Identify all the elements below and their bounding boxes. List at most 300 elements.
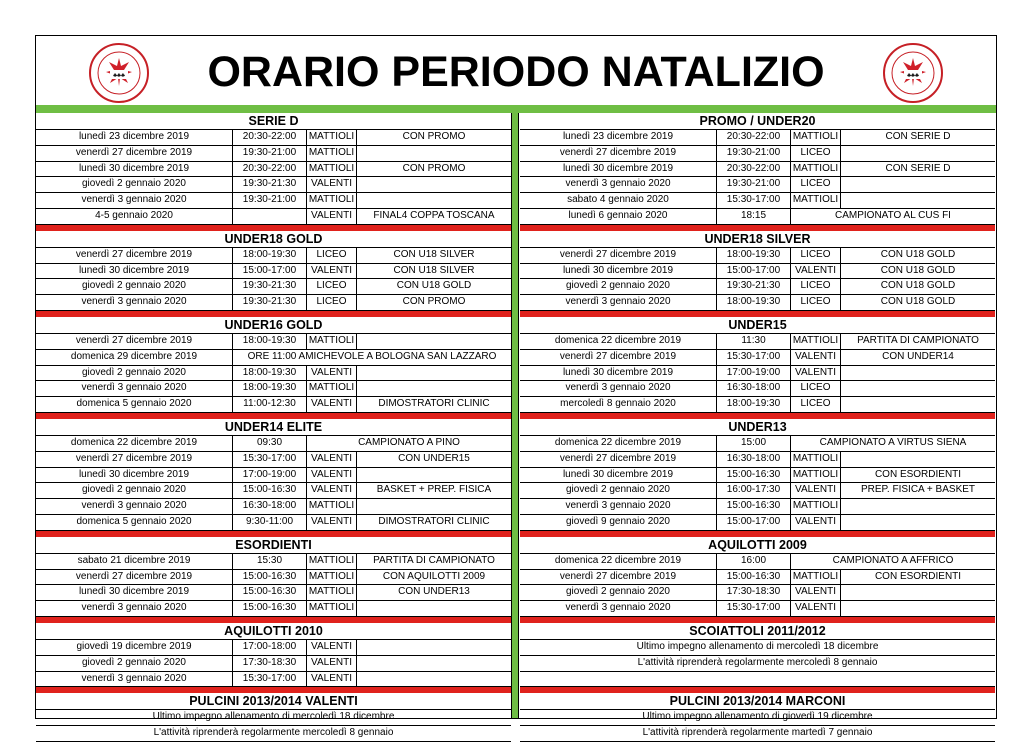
- time-cell: [233, 209, 307, 224]
- note-cell: DIMOSTRATORI CLINIC: [378, 515, 490, 527]
- schedule-row: [520, 585, 995, 601]
- note-cell: CON U18 GOLD: [880, 280, 956, 292]
- coach-cell: MATTIOLI: [307, 499, 357, 514]
- date-cell: venerdì 27 dicembre 2019: [36, 248, 233, 263]
- schedule-section: [36, 537, 511, 623]
- schedule-row: [36, 193, 511, 209]
- coach-cell: LICEO: [791, 397, 841, 412]
- coach-cell: VALENTI: [307, 366, 357, 381]
- schedule-row: [36, 483, 511, 499]
- coach-cell: VALENTI: [307, 209, 357, 224]
- time-cell: 20:30-22:00: [717, 162, 791, 177]
- coach-cell: LICEO: [791, 248, 841, 263]
- date-cell: sabato 21 dicembre 2019: [36, 554, 233, 569]
- schedule-row: [520, 350, 995, 366]
- time-cell: 20:30-22:00: [717, 130, 791, 145]
- schedule-row: [520, 452, 995, 468]
- time-cell: 15:00-16:30: [233, 585, 307, 600]
- time-cell: 17:00-19:00: [717, 366, 791, 381]
- schedule-section: [520, 113, 995, 231]
- date-cell: sabato 4 gennaio 2020: [520, 193, 717, 208]
- coach-cell: VALENTI: [791, 483, 841, 498]
- date-cell: venerdì 27 dicembre 2019: [520, 248, 717, 263]
- date-cell: venerdì 3 gennaio 2020: [520, 177, 717, 192]
- date-cell: giovedì 2 gennaio 2020: [36, 483, 233, 498]
- note-cell: CON SERIE D: [885, 162, 951, 174]
- date-cell: venerdì 3 gennaio 2020: [36, 601, 233, 616]
- note-cell: [841, 146, 995, 161]
- schedule-row: [36, 146, 511, 162]
- coach-cell: VALENTI: [307, 656, 357, 671]
- coach-cell: VALENTI: [791, 585, 841, 600]
- coach-cell: VALENTI: [307, 452, 357, 467]
- coach-cell: LICEO: [307, 295, 357, 310]
- time-cell: 19:30-21:00: [717, 146, 791, 161]
- note-text: Ultimo impegno allenamento di giovedì 19 dicembre: [642, 711, 873, 723]
- coach-cell: MATTIOLI: [791, 193, 841, 208]
- coach-cell: MATTIOLI: [307, 570, 357, 585]
- schedule-row: [36, 264, 511, 280]
- schedule-row: [520, 279, 995, 295]
- time-cell: 15:00-16:30: [233, 570, 307, 585]
- note-cell: CON ESORDIENTI: [874, 468, 962, 480]
- coach-cell: VALENTI: [791, 350, 841, 365]
- date-cell: venerdì 3 gennaio 2020: [36, 295, 233, 310]
- time-cell: 15:30-17:00: [717, 193, 791, 208]
- schedule-row: [520, 468, 995, 484]
- time-cell: 18:15: [717, 209, 791, 224]
- schedule-section: [520, 231, 995, 317]
- schedule-sheet: [35, 35, 997, 739]
- schedule-section: [36, 419, 511, 537]
- schedule-row: [36, 601, 511, 617]
- schedule-row: [36, 452, 511, 468]
- schedule-row: [520, 436, 995, 452]
- schedule-row: [36, 279, 511, 295]
- section-title: AQUILOTTI 2009: [520, 537, 995, 554]
- date-cell: domenica 22 dicembre 2019: [520, 436, 717, 451]
- coach-cell: VALENTI: [307, 264, 357, 279]
- coach-cell: MATTIOLI: [307, 601, 357, 616]
- date-cell: giovedì 2 gennaio 2020: [520, 585, 717, 600]
- note-cell: CON U18 SILVER: [393, 248, 475, 260]
- schedule-row: [36, 436, 511, 452]
- section-title: UNDER15: [520, 317, 995, 334]
- time-cell: 15:00-16:30: [717, 570, 791, 585]
- note-cell: CON UNDER15: [398, 452, 470, 464]
- note-cell: CON PROMO: [402, 296, 466, 308]
- time-cell: 19:30-21:30: [233, 177, 307, 192]
- note-cell: CON U18 SILVER: [393, 264, 475, 276]
- coach-cell: LICEO: [791, 177, 841, 192]
- schedule-row: [36, 656, 511, 672]
- time-cell: 15:00-17:00: [233, 264, 307, 279]
- date-cell: domenica 22 dicembre 2019: [36, 436, 233, 451]
- time-cell: 15:30-17:00: [717, 350, 791, 365]
- time-cell: 15:30-17:00: [233, 452, 307, 467]
- schedule-row: [520, 381, 995, 397]
- time-cell: 18:00-19:30: [717, 397, 791, 412]
- date-cell: venerdì 27 dicembre 2019: [520, 146, 717, 161]
- date-cell: lunedì 30 dicembre 2019: [520, 264, 717, 279]
- date-cell: venerdì 27 dicembre 2019: [520, 452, 717, 467]
- date-cell: venerdì 3 gennaio 2020: [36, 499, 233, 514]
- schedule-row: [36, 209, 511, 225]
- note-cell: [357, 366, 511, 381]
- time-cell: 15:00-16:30: [233, 483, 307, 498]
- date-cell: domenica 22 dicembre 2019: [520, 554, 717, 569]
- coach-cell: MATTIOLI: [791, 334, 841, 349]
- date-cell: 4-5 gennaio 2020: [36, 209, 233, 224]
- coach-cell: MATTIOLI: [791, 162, 841, 177]
- coach-cell: VALENTI: [307, 640, 357, 655]
- coach-cell: VALENTI: [307, 468, 357, 483]
- note-cell: [357, 381, 511, 396]
- time-cell: 17:30-18:30: [233, 656, 307, 671]
- note-cell: CON SERIE D: [885, 131, 951, 142]
- coach-cell: VALENTI: [307, 397, 357, 412]
- time-cell: 17:30-18:30: [717, 585, 791, 600]
- note-cell: [357, 601, 511, 616]
- note-cell: BASKET + PREP. FISICA: [376, 484, 492, 496]
- schedule-row: [520, 710, 995, 726]
- time-cell: 18:00-19:30: [233, 381, 307, 396]
- date-cell: lunedì 23 dicembre 2019: [520, 130, 717, 145]
- schedule-row: [36, 397, 511, 413]
- note-cell: [841, 452, 995, 467]
- section-title: UNDER18 GOLD: [36, 231, 511, 248]
- time-cell: 15:30-17:00: [717, 601, 791, 616]
- left-column: [36, 113, 511, 742]
- time-cell: 9:30-11:00: [233, 515, 307, 530]
- schedule-row: [36, 672, 511, 688]
- page-title: ORARIO PERIODO NATALIZIO: [207, 48, 825, 96]
- note-cell: CON ESORDIENTI: [874, 570, 962, 582]
- schedule-row: [36, 554, 511, 570]
- schedule-row: [520, 483, 995, 499]
- time-cell: 19:30-21:00: [717, 177, 791, 192]
- note-cell: CON U18 GOLD: [880, 264, 956, 276]
- note-cell: CON UNDER14: [882, 350, 954, 362]
- date-cell: lunedì 30 dicembre 2019: [520, 468, 717, 483]
- note-cell: [841, 397, 995, 412]
- schedule-row: [36, 515, 511, 531]
- date-cell: lunedì 30 dicembre 2019: [36, 162, 233, 177]
- note-cell: [357, 672, 511, 687]
- time-cell: 17:00-18:00: [233, 640, 307, 655]
- date-cell: venerdì 27 dicembre 2019: [520, 350, 717, 365]
- coach-cell: VALENTI: [791, 366, 841, 381]
- merged-cell: ORE 11:00 AMICHEVOLE A BOLOGNA SAN LAZZARO: [247, 350, 497, 362]
- coach-cell: LICEO: [307, 279, 357, 294]
- schedule-section: [36, 231, 511, 317]
- date-cell: giovedì 9 gennaio 2020: [520, 515, 717, 530]
- time-cell: 09:30: [233, 436, 307, 451]
- coach-cell: VALENTI: [307, 483, 357, 498]
- schedule-row: [36, 499, 511, 515]
- coach-cell: MATTIOLI: [791, 499, 841, 514]
- date-cell: domenica 5 gennaio 2020: [36, 397, 233, 412]
- schedule-row: [36, 295, 511, 311]
- column-divider: [511, 113, 519, 718]
- coach-cell: MATTIOLI: [791, 468, 841, 483]
- time-cell: 16:00: [717, 554, 791, 569]
- schedule-row: [520, 601, 995, 617]
- schedule-row: [36, 366, 511, 382]
- time-cell: 16:30-18:00: [233, 499, 307, 514]
- coach-cell: MATTIOLI: [307, 162, 357, 177]
- schedule-row: [520, 397, 995, 413]
- schedule-section: [520, 419, 995, 537]
- date-cell: lunedì 6 gennaio 2020: [520, 209, 717, 224]
- time-cell: 15:00-16:30: [717, 499, 791, 514]
- schedule-row: [36, 710, 511, 726]
- time-cell: 18:00-19:30: [717, 295, 791, 310]
- schedule-row: [520, 264, 995, 280]
- date-cell: lunedì 30 dicembre 2019: [36, 468, 233, 483]
- note-cell: [357, 146, 511, 161]
- time-cell: 15:00-17:00: [717, 264, 791, 279]
- date-cell: venerdì 3 gennaio 2020: [36, 672, 233, 687]
- time-cell: 15:00-16:30: [717, 468, 791, 483]
- date-cell: venerdì 3 gennaio 2020: [520, 601, 717, 616]
- schedule-row: [520, 248, 995, 264]
- schedule-row: [520, 640, 995, 656]
- time-cell: 18:00-19:30: [233, 248, 307, 263]
- schedule-row: [36, 177, 511, 193]
- coach-cell: MATTIOLI: [307, 381, 357, 396]
- schedule-section: [36, 623, 511, 693]
- svg-text:♣♣♣: ♣♣♣: [113, 73, 125, 79]
- date-cell: lunedì 30 dicembre 2019: [520, 366, 717, 381]
- note-cell: [841, 193, 995, 208]
- time-cell: 19:30-21:30: [233, 295, 307, 310]
- note-cell: [841, 177, 995, 192]
- section-title: ESORDIENTI: [36, 537, 511, 554]
- date-cell: venerdì 3 gennaio 2020: [36, 193, 233, 208]
- time-cell: 15:00-16:30: [233, 601, 307, 616]
- schedule-row: [36, 726, 511, 742]
- time-cell: 15:30: [233, 554, 307, 569]
- note-cell: CON PROMO: [402, 131, 466, 142]
- merged-cell: CAMPIONATO A VIRTUS SIENA: [819, 436, 967, 448]
- schedule-row: [520, 295, 995, 311]
- note-text: [520, 672, 995, 687]
- date-cell: giovedì 2 gennaio 2020: [520, 279, 717, 294]
- schedule-row: [36, 248, 511, 264]
- note-cell: CON U18 GOLD: [880, 248, 956, 260]
- schedule-row: [36, 585, 511, 601]
- date-cell: giovedì 2 gennaio 2020: [36, 656, 233, 671]
- date-cell: domenica 5 gennaio 2020: [36, 515, 233, 530]
- section-title: UNDER18 SILVER: [520, 231, 995, 248]
- date-cell: venerdì 27 dicembre 2019: [36, 334, 233, 349]
- note-cell: [841, 601, 995, 616]
- note-cell: CON U18 GOLD: [396, 280, 472, 292]
- date-cell: venerdì 3 gennaio 2020: [36, 381, 233, 396]
- svg-text:♣♣♣: ♣♣♣: [907, 73, 919, 79]
- date-cell: venerdì 3 gennaio 2020: [520, 381, 717, 396]
- time-cell: 20:30-22:00: [233, 162, 307, 177]
- note-cell: [357, 177, 511, 192]
- schedule-row: [520, 366, 995, 382]
- schedule-row: [36, 640, 511, 656]
- note-cell: PREP. FISICA + BASKET: [860, 484, 976, 496]
- date-cell: giovedì 2 gennaio 2020: [36, 366, 233, 381]
- coach-cell: LICEO: [791, 279, 841, 294]
- section-title: UNDER13: [520, 419, 995, 436]
- schedule-row: [36, 130, 511, 146]
- schedule-row: [520, 726, 995, 742]
- time-cell: 19:30-21:30: [233, 279, 307, 294]
- coach-cell: MATTIOLI: [307, 334, 357, 349]
- date-cell: venerdì 27 dicembre 2019: [36, 570, 233, 585]
- time-cell: 18:00-19:30: [717, 248, 791, 263]
- date-cell: venerdì 27 dicembre 2019: [520, 570, 717, 585]
- note-cell: [357, 193, 511, 208]
- date-cell: lunedì 30 dicembre 2019: [36, 264, 233, 279]
- right-column: [520, 113, 995, 742]
- schedule-section: [520, 537, 995, 623]
- schedule-row: [520, 130, 995, 146]
- schedule-section: [36, 693, 511, 742]
- coach-cell: VALENTI: [307, 515, 357, 530]
- coach-cell: MATTIOLI: [307, 585, 357, 600]
- note-cell: [841, 515, 995, 530]
- schedule-row: [520, 515, 995, 531]
- date-cell: lunedì 23 dicembre 2019: [36, 130, 233, 145]
- time-cell: 11:00-12:30: [233, 397, 307, 412]
- note-cell: FINAL4 COPPA TOSCANA: [373, 209, 495, 221]
- header-divider: [36, 105, 996, 113]
- time-cell: 11:30: [717, 334, 791, 349]
- schedule-row: [36, 350, 511, 366]
- note-cell: [357, 640, 511, 655]
- coach-cell: LICEO: [791, 146, 841, 161]
- coach-cell: MATTIOLI: [307, 146, 357, 161]
- schedule-section: [36, 113, 511, 231]
- note-text: L'attività riprenderà regolarmente mercoledì 8 gennaio: [153, 727, 394, 739]
- schedule-row: [36, 570, 511, 586]
- section-title: SCOIATTOLI 2011/2012: [520, 623, 995, 640]
- coach-cell: VALENTI: [307, 672, 357, 687]
- section-title: PULCINI 2013/2014 VALENTI: [36, 693, 511, 710]
- schedule-row: [520, 334, 995, 350]
- time-cell: 20:30-22:00: [233, 130, 307, 145]
- date-cell: venerdì 3 gennaio 2020: [520, 295, 717, 310]
- coach-cell: MATTIOLI: [791, 130, 841, 145]
- schedule-row: [520, 193, 995, 209]
- note-text: L'attività riprenderà regolarmente mercoledì 8 gennaio: [637, 656, 878, 668]
- coach-cell: LICEO: [307, 248, 357, 263]
- coach-cell: LICEO: [791, 381, 841, 396]
- coach-cell: MATTIOLI: [307, 554, 357, 569]
- date-cell: domenica 29 dicembre 2019: [36, 350, 233, 365]
- section-title: UNDER16 GOLD: [36, 317, 511, 334]
- time-cell: 19:30-21:00: [233, 193, 307, 208]
- note-cell: PARTITA DI CAMPIONATO: [373, 554, 495, 566]
- schedule-row: [520, 672, 995, 688]
- coach-cell: MATTIOLI: [791, 452, 841, 467]
- note-cell: CON UNDER13: [398, 586, 470, 598]
- date-cell: giovedì 2 gennaio 2020: [36, 279, 233, 294]
- date-cell: mercoledì 8 gennaio 2020: [520, 397, 717, 412]
- date-cell: giovedì 19 dicembre 2019: [36, 640, 233, 655]
- section-title: AQUILOTTI 2010: [36, 623, 511, 640]
- schedule-row: [520, 209, 995, 225]
- note-cell: CON PROMO: [402, 162, 466, 174]
- schedule-row: [36, 468, 511, 484]
- time-cell: 15:00: [717, 436, 791, 451]
- schedule-row: [520, 177, 995, 193]
- merged-cell: CAMPIONATO AL CUS FI: [835, 209, 951, 221]
- merged-cell: CAMPIONATO A PINO: [358, 436, 460, 448]
- note-cell: PARTITA DI CAMPIONATO: [857, 334, 979, 346]
- schedule-row: [520, 146, 995, 162]
- note-cell: [357, 334, 511, 349]
- note-text: Ultimo impegno allenamento di mercoledì 18 dicembre: [152, 711, 395, 723]
- schedule-row: [520, 499, 995, 515]
- time-cell: 15:30-17:00: [233, 672, 307, 687]
- schedule-row: [36, 381, 511, 397]
- coach-cell: MATTIOLI: [791, 570, 841, 585]
- time-cell: 18:00-19:30: [233, 334, 307, 349]
- note-cell: [841, 381, 995, 396]
- time-cell: 19:30-21:00: [233, 146, 307, 161]
- time-cell: 17:00-19:00: [233, 468, 307, 483]
- date-cell: venerdì 27 dicembre 2019: [36, 146, 233, 161]
- date-cell: venerdì 3 gennaio 2020: [520, 499, 717, 514]
- schedule-section: [520, 693, 995, 742]
- date-cell: giovedì 2 gennaio 2020: [520, 483, 717, 498]
- schedule-row: [520, 554, 995, 570]
- schedule-row: [520, 570, 995, 586]
- coach-cell: MATTIOLI: [307, 193, 357, 208]
- coach-cell: VALENTI: [791, 601, 841, 616]
- coach-cell: LICEO: [791, 295, 841, 310]
- merged-cell: CAMPIONATO A AFFRICO: [832, 554, 954, 566]
- coach-cell: VALENTI: [307, 177, 357, 192]
- date-cell: venerdì 27 dicembre 2019: [36, 452, 233, 467]
- schedule-section: [36, 317, 511, 419]
- note-text: L'attività riprenderà regolarmente martedì 7 gennaio: [642, 727, 873, 739]
- schedule-section: [520, 623, 995, 693]
- note-cell: [841, 585, 995, 600]
- note-cell: [841, 499, 995, 514]
- date-cell: lunedì 30 dicembre 2019: [520, 162, 717, 177]
- time-cell: 16:30-18:00: [717, 452, 791, 467]
- schedule-row: [36, 334, 511, 350]
- coach-cell: VALENTI: [791, 264, 841, 279]
- note-text: Ultimo impegno allenamento di mercoledì 18 dicembre: [636, 640, 879, 652]
- schedule-row: [520, 656, 995, 672]
- schedule-row: [36, 162, 511, 178]
- section-title: UNDER14 ELITE: [36, 419, 511, 436]
- time-cell: 16:30-18:00: [717, 381, 791, 396]
- section-title: SERIE D: [36, 113, 511, 130]
- note-cell: CON AQUILOTTI 2009: [382, 570, 486, 582]
- date-cell: domenica 22 dicembre 2019: [520, 334, 717, 349]
- section-title: PULCINI 2013/2014 MARCONI: [520, 693, 995, 710]
- note-cell: CON U18 GOLD: [880, 296, 956, 308]
- note-cell: [357, 499, 511, 514]
- schedule-section: [520, 317, 995, 419]
- time-cell: 18:00-19:30: [233, 366, 307, 381]
- coach-cell: VALENTI: [791, 515, 841, 530]
- time-cell: 16:00-17:30: [717, 483, 791, 498]
- time-cell: 15:00-17:00: [717, 515, 791, 530]
- date-cell: giovedì 2 gennaio 2020: [36, 177, 233, 192]
